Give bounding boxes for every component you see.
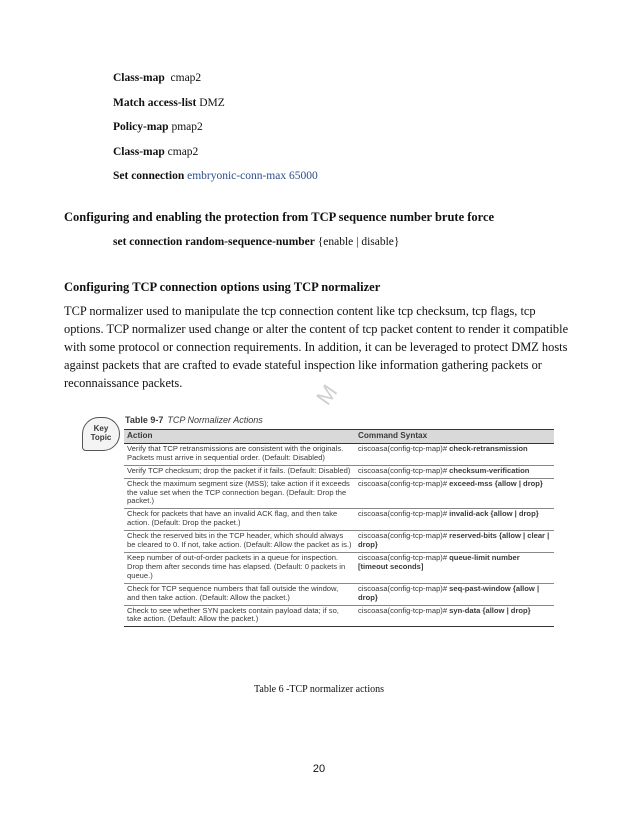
command-line: [113, 71, 201, 85]
command-prompt: ciscoasa(config-tcp-map)#: [358, 605, 450, 615]
table-row: [124, 443, 554, 465]
column-header-action: Action: [124, 430, 355, 444]
command-keyword: queue-limit: [449, 552, 490, 562]
command-argument: {enable | disable}: [314, 236, 400, 248]
table-row: [124, 552, 554, 583]
command-keyword: Match access-list: [113, 97, 197, 109]
key-topic-line: Topic: [90, 433, 112, 442]
key-topic-line: Key: [93, 424, 109, 433]
table-figure: [82, 414, 554, 662]
command-prompt: ciscoasa(config-tcp-map)#: [358, 531, 450, 541]
table-row: [124, 509, 554, 531]
command-prompt: ciscoasa(config-tcp-map)#: [358, 509, 450, 519]
command-cell: [355, 443, 554, 465]
command-keyword: set connection random-sequence-number: [113, 236, 315, 248]
action-cell: Check for TCP sequence numbers that fall outside the window, and then take action. (Default: Allow the packet.): [124, 583, 355, 605]
command-cell: [355, 552, 554, 583]
command-keyword: check-retransmission: [449, 443, 528, 453]
command-cell: [355, 465, 554, 478]
page-number: 20: [312, 763, 326, 775]
action-cell: Verify TCP checksum; drop the packet if it fails. (Default: Disabled): [124, 465, 355, 478]
command-keyword: exceed-mss: [449, 478, 493, 488]
table-number: Table 9-7: [125, 415, 164, 425]
command-options: number [timeout seconds]: [358, 552, 520, 571]
command-line: [113, 169, 318, 183]
command-keyword: Class-map: [113, 146, 165, 158]
command-prompt: ciscoasa(config-tcp-map)#: [358, 552, 450, 562]
normalizer-table: [124, 429, 554, 627]
command-keyword: checksum-verification: [449, 465, 530, 475]
action-cell: Check the maximum segment size (MSS); take action if it exceeds the value set when the TCP connection began. (Default: Drop the packet.): [124, 478, 355, 509]
section-heading: Configuring and enabling the protection from TCP sequence number brute force: [64, 210, 495, 224]
table-row: [124, 605, 554, 627]
command-options: {allow | drop}: [492, 478, 543, 488]
table-row: [124, 583, 554, 605]
command-cell: [355, 509, 554, 531]
command-argument: cmap2: [164, 146, 199, 158]
table-caption: Table 6 -TCP normalizer actions: [254, 684, 384, 695]
command-cell: [355, 605, 554, 627]
table-row: [124, 531, 554, 553]
command-line: [113, 120, 203, 134]
table-title: [125, 415, 263, 425]
command-cell: [355, 583, 554, 605]
table-row: [124, 478, 554, 509]
command-argument: DMZ: [196, 97, 225, 109]
key-topic-badge: [82, 417, 120, 451]
command-keyword: seq-past-window: [449, 583, 511, 593]
command-argument: cmap2: [164, 72, 202, 84]
table-header-row: [124, 430, 554, 444]
table-row: [124, 465, 554, 478]
command-line: [113, 145, 198, 159]
command-prompt: ciscoasa(config-tcp-map)#: [358, 443, 450, 453]
command-prompt: ciscoasa(config-tcp-map)#: [358, 583, 450, 593]
command-argument: pmap2: [168, 121, 203, 133]
command-keyword: Policy-map: [113, 121, 169, 133]
section-heading: Configuring TCP connection options using TCP normalizer: [64, 280, 381, 294]
command-options: {allow | drop}: [480, 605, 531, 615]
command-keyword: reserved-bits: [449, 531, 497, 541]
command-keyword: syn-data: [449, 605, 481, 615]
action-cell: Check for packets that have an invalid ACK flag, and then take action. (Default: Drop the packet.): [124, 509, 355, 531]
watermark: M: [311, 380, 343, 410]
command-line: [113, 96, 225, 110]
command-keyword: Set connection: [113, 170, 185, 182]
action-cell: Keep number of out-of-order packets in a queue for inspection. Drop them after seconds time has elapsed. (Default: 0 packets in queue.): [124, 552, 355, 583]
command-cell: [355, 478, 554, 509]
command-argument: embryonic-conn-max 65000: [184, 170, 318, 182]
command-options: {allow | clear | drop}: [358, 531, 550, 550]
command-prompt: ciscoasa(config-tcp-map)#: [358, 478, 450, 488]
command-line: [113, 235, 399, 249]
body-paragraph: TCP normalizer used to manipulate the tcp connection content like tcp checksum, tcp flags, tcp options. TCP normalizer used change or alter the content of tcp packet content to render it compatible with some protocol or connection requirements. In addition, it can be leveraged to protect DMZ hosts against packets that are crafted to evade stateful inspection like information gathering packets or reconnaissance packets.: [64, 304, 569, 390]
column-header-command: Command Syntax: [355, 430, 554, 444]
table-title-text: TCP Normalizer Actions: [167, 415, 263, 425]
command-keyword: Class-map: [113, 72, 165, 84]
action-cell: Check the reserved bits in the TCP header, which should always be cleared to 0. If not, take action. (Default: Allow the packet as is.): [124, 531, 355, 553]
command-prompt: ciscoasa(config-tcp-map)#: [358, 465, 450, 475]
action-cell: Verify that TCP retransmissions are consistent with the originals. Packets must arrive in sequential order. (Default: Disabled): [124, 443, 355, 465]
command-options: {allow | drop}: [488, 509, 539, 519]
command-options: {allow | drop}: [358, 583, 540, 602]
action-cell: Check to see whether SYN packets contain payload data; if so, take action. (Default: Allow the packet.): [124, 605, 355, 627]
command-keyword: invalid-ack: [449, 509, 489, 519]
command-cell: [355, 531, 554, 553]
